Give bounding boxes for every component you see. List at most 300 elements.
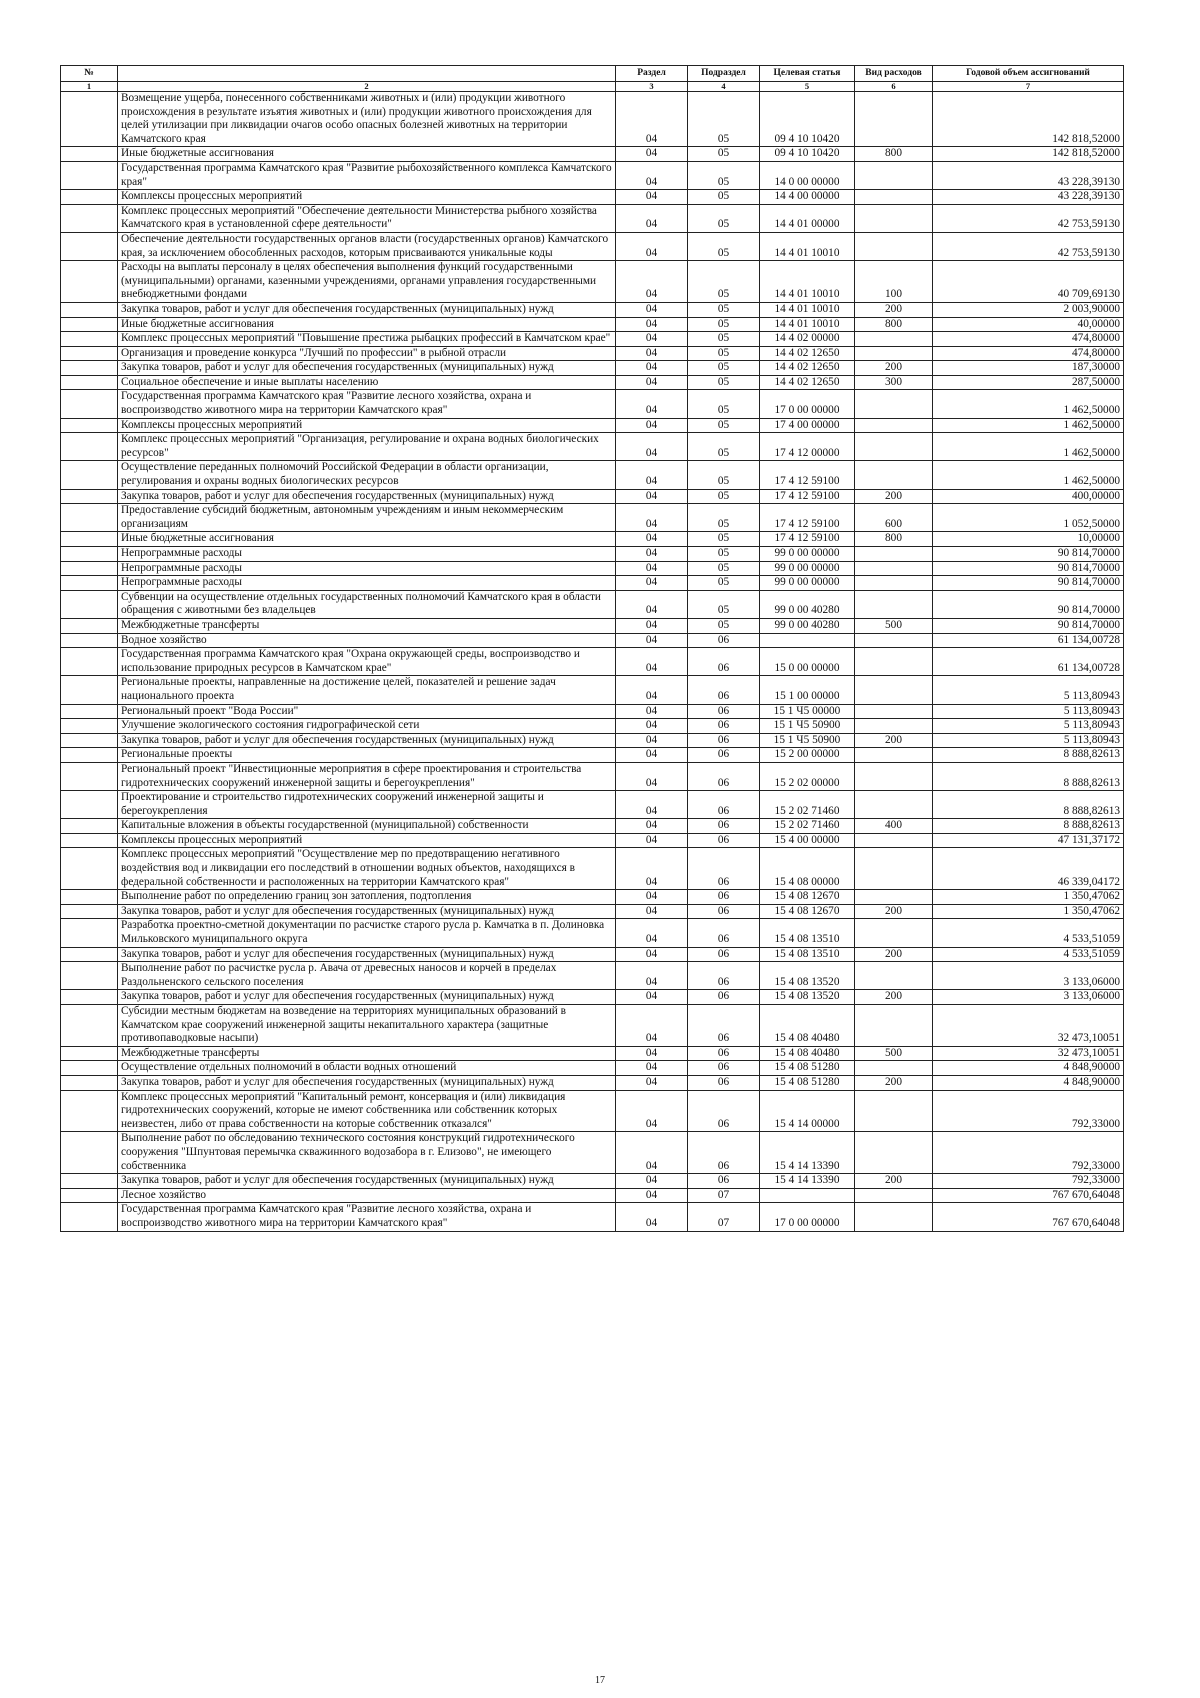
section-code-cell: 04 xyxy=(616,317,688,332)
section-code-cell: 04 xyxy=(616,848,688,890)
subsection-code-cell: 05 xyxy=(688,504,760,532)
table-row xyxy=(61,762,1124,790)
subsection-code-cell: 07 xyxy=(688,1188,760,1203)
target-article-cell: 14 4 01 10010 xyxy=(760,302,855,317)
annual-amount-cell: 90 814,70000 xyxy=(933,590,1124,618)
expense-type-cell xyxy=(855,962,933,990)
table-row xyxy=(61,1188,1124,1203)
subsection-code-cell: 06 xyxy=(688,904,760,919)
section-code-cell: 04 xyxy=(616,1188,688,1203)
table-row xyxy=(61,1005,1124,1047)
section-code-cell: 04 xyxy=(616,547,688,562)
expense-type-cell xyxy=(855,919,933,947)
subsection-code-cell: 06 xyxy=(688,1090,760,1132)
subsection-code-cell: 06 xyxy=(688,819,760,834)
section-code-cell: 04 xyxy=(616,633,688,648)
expense-name-cell: Закупка товаров, работ и услуг для обеспечения государственных (муниципальных) нужд xyxy=(118,1174,616,1189)
target-article-cell: 14 4 00 00000 xyxy=(760,190,855,205)
target-article-cell: 15 4 14 13390 xyxy=(760,1174,855,1189)
expense-type-cell xyxy=(855,590,933,618)
row-number-cell xyxy=(61,1005,118,1047)
annual-amount-cell: 1 462,50000 xyxy=(933,433,1124,461)
expense-name-cell: Выполнение работ по определению границ зон затопления, подтопления xyxy=(118,890,616,905)
annual-amount-cell: 474,80000 xyxy=(933,346,1124,361)
expense-name-cell: Закупка товаров, работ и услуг для обеспечения государственных (муниципальных) нужд xyxy=(118,904,616,919)
subsection-code-cell: 06 xyxy=(688,719,760,734)
row-number-cell xyxy=(61,733,118,748)
annual-amount-cell: 90 814,70000 xyxy=(933,576,1124,591)
row-number-cell xyxy=(61,919,118,947)
target-article-cell: 14 4 02 12650 xyxy=(760,375,855,390)
row-number-cell xyxy=(61,890,118,905)
subsection-code-cell: 06 xyxy=(688,676,760,704)
table-row xyxy=(61,904,1124,919)
target-article-cell: 15 4 08 13520 xyxy=(760,962,855,990)
table-row xyxy=(61,719,1124,734)
target-article-cell xyxy=(760,1188,855,1203)
table-row xyxy=(61,1090,1124,1132)
target-article-cell: 15 2 02 71460 xyxy=(760,791,855,819)
target-article-cell: 15 1 Ч5 50900 xyxy=(760,733,855,748)
annual-amount-cell: 767 670,64048 xyxy=(933,1188,1124,1203)
column-number: 2 xyxy=(118,82,616,92)
row-number-cell xyxy=(61,190,118,205)
expense-name-cell: Региональные проекты, направленные на достижение целей, показателей и решение задач национального проекта xyxy=(118,676,616,704)
subsection-code-cell: 05 xyxy=(688,232,760,260)
section-code-cell: 04 xyxy=(616,890,688,905)
subsection-code-cell: 06 xyxy=(688,704,760,719)
subsection-code-cell: 05 xyxy=(688,346,760,361)
row-number-cell xyxy=(61,1090,118,1132)
annual-amount-cell: 792,33000 xyxy=(933,1174,1124,1189)
row-number-cell xyxy=(61,418,118,433)
table-row xyxy=(61,733,1124,748)
expense-type-cell xyxy=(855,748,933,763)
target-article-cell: 15 4 14 13390 xyxy=(760,1132,855,1174)
target-article-cell: 15 4 08 51280 xyxy=(760,1075,855,1090)
expense-name-cell: Межбюджетные трансферты xyxy=(118,1046,616,1061)
row-number-cell xyxy=(61,1061,118,1076)
table-row xyxy=(61,418,1124,433)
section-code-cell: 04 xyxy=(616,261,688,303)
expense-name-cell: Комплекс процессных мероприятий "Обеспечение деятельности Министерства рыбного хозяйства Камчатского края в установленной сфере деятельности" xyxy=(118,204,616,232)
expense-type-cell: 200 xyxy=(855,489,933,504)
target-article-cell: 17 0 00 00000 xyxy=(760,390,855,418)
target-article-cell: 17 0 00 00000 xyxy=(760,1203,855,1231)
section-code-cell: 04 xyxy=(616,719,688,734)
expense-type-cell xyxy=(855,833,933,848)
annual-amount-cell: 42 753,59130 xyxy=(933,204,1124,232)
section-code-cell: 04 xyxy=(616,819,688,834)
annual-amount-cell: 1 350,47062 xyxy=(933,904,1124,919)
target-article-cell: 09 4 10 10420 xyxy=(760,92,855,147)
target-article-cell: 14 4 02 12650 xyxy=(760,346,855,361)
expense-type-cell xyxy=(855,1005,933,1047)
section-code-cell: 04 xyxy=(616,504,688,532)
subsection-code-cell: 05 xyxy=(688,204,760,232)
subsection-code-cell: 05 xyxy=(688,332,760,347)
annual-amount-cell: 32 473,10051 xyxy=(933,1046,1124,1061)
header-section: Раздел xyxy=(616,66,688,82)
table-row xyxy=(61,947,1124,962)
section-code-cell: 04 xyxy=(616,433,688,461)
subsection-code-cell: 06 xyxy=(688,1046,760,1061)
expense-name-cell: Иные бюджетные ассигнования xyxy=(118,147,616,162)
section-code-cell: 04 xyxy=(616,190,688,205)
header-annual-volume: Годовой объем ассигнований xyxy=(933,66,1124,82)
expense-type-cell xyxy=(855,561,933,576)
subsection-code-cell: 06 xyxy=(688,748,760,763)
annual-amount-cell: 32 473,10051 xyxy=(933,1005,1124,1047)
annual-amount-cell: 40 709,69130 xyxy=(933,261,1124,303)
table-row xyxy=(61,332,1124,347)
target-article-cell xyxy=(760,633,855,648)
subsection-code-cell: 06 xyxy=(688,947,760,962)
row-number-cell xyxy=(61,1132,118,1174)
section-code-cell: 04 xyxy=(616,361,688,376)
expense-name-cell: Комплекс процессных мероприятий "Повышение престижа рыбацких профессий в Камчатском крае" xyxy=(118,332,616,347)
target-article-cell: 15 4 08 00000 xyxy=(760,848,855,890)
target-article-cell: 17 4 12 00000 xyxy=(760,433,855,461)
annual-amount-cell: 43 228,39130 xyxy=(933,161,1124,189)
expense-name-cell: Предоставление субсидий бюджетным, автономным учреждениям и иным некоммерческим организациям xyxy=(118,504,616,532)
expense-name-cell: Субсидии местным бюджетам на возведение на территориях муниципальных образований в Камчатском крае сооружений инженерной защиты некапитального характера (защитные противопаводковые насыпи) xyxy=(118,1005,616,1047)
expense-type-cell xyxy=(855,92,933,147)
section-code-cell: 04 xyxy=(616,576,688,591)
section-code-cell: 04 xyxy=(616,990,688,1005)
column-number: 4 xyxy=(688,82,760,92)
expense-type-cell: 200 xyxy=(855,1075,933,1090)
annual-amount-cell: 8 888,82613 xyxy=(933,748,1124,763)
annual-amount-cell: 8 888,82613 xyxy=(933,762,1124,790)
expense-name-cell: Непрограммные расходы xyxy=(118,576,616,591)
table-row xyxy=(61,190,1124,205)
section-code-cell: 04 xyxy=(616,962,688,990)
table-row xyxy=(61,161,1124,189)
target-article-cell: 15 4 08 40480 xyxy=(760,1046,855,1061)
annual-amount-cell: 4 848,90000 xyxy=(933,1075,1124,1090)
section-code-cell: 04 xyxy=(616,1046,688,1061)
subsection-code-cell: 06 xyxy=(688,733,760,748)
expense-name-cell: Непрограммные расходы xyxy=(118,561,616,576)
expense-name-cell: Социальное обеспечение и иные выплаты населению xyxy=(118,375,616,390)
section-code-cell: 04 xyxy=(616,590,688,618)
section-code-cell: 04 xyxy=(616,1203,688,1231)
subsection-code-cell: 05 xyxy=(688,532,760,547)
expense-type-cell: 600 xyxy=(855,504,933,532)
expense-type-cell xyxy=(855,633,933,648)
table-row xyxy=(61,819,1124,834)
annual-amount-cell: 10,00000 xyxy=(933,532,1124,547)
expense-type-cell xyxy=(855,390,933,418)
subsection-code-cell: 05 xyxy=(688,418,760,433)
row-number-cell xyxy=(61,947,118,962)
expense-type-cell xyxy=(855,332,933,347)
row-number-cell xyxy=(61,261,118,303)
subsection-code-cell: 05 xyxy=(688,147,760,162)
row-number-cell xyxy=(61,532,118,547)
row-number-cell xyxy=(61,990,118,1005)
expense-name-cell: Государственная программа Камчатского края "Развитие лесного хозяйства, охрана и воспроизводство животного мира на территории Камчатского края" xyxy=(118,1203,616,1231)
expense-name-cell: Возмещение ущерба, понесенного собственниками животных и (или) продукции животного происхождения в результате изъятия животных и (или) продукции животного происхождения для целей утилизации при ликвидации очагов особо опасных болезней животных на территории Камчатского края xyxy=(118,92,616,147)
annual-amount-cell: 767 670,64048 xyxy=(933,1203,1124,1231)
expense-name-cell: Закупка товаров, работ и услуг для обеспечения государственных (муниципальных) нужд xyxy=(118,1075,616,1090)
subsection-code-cell: 05 xyxy=(688,561,760,576)
expense-type-cell xyxy=(855,1090,933,1132)
expense-type-cell: 200 xyxy=(855,947,933,962)
annual-amount-cell: 1 052,50000 xyxy=(933,504,1124,532)
annual-amount-cell: 5 113,80943 xyxy=(933,676,1124,704)
target-article-cell: 15 4 08 40480 xyxy=(760,1005,855,1047)
expense-name-cell: Выполнение работ по обследованию технического состояния конструкций гидротехнического сооружения "Шпунтовая перемычка скважинного водозабора в г. Елизово", не имеющего собственника xyxy=(118,1132,616,1174)
expense-name-cell: Организация и проведение конкурса "Лучший по профессии" в рыбной отрасли xyxy=(118,346,616,361)
expense-name-cell: Обеспечение деятельности государственных органов власти (государственных органов) Камчатского края, за исключением обособленных расходов, которым присваиваются уникальные коды xyxy=(118,232,616,260)
section-code-cell: 04 xyxy=(616,1061,688,1076)
expense-name-cell: Расходы на выплаты персоналу в целях обеспечения выполнения функций государственными (муниципальными) органами, казенными учреждениями, органами управления государственными внебюджетными фондами xyxy=(118,261,616,303)
annual-amount-cell: 792,33000 xyxy=(933,1090,1124,1132)
annual-amount-cell: 47 131,37172 xyxy=(933,833,1124,848)
expense-type-cell xyxy=(855,1061,933,1076)
row-number-cell xyxy=(61,390,118,418)
annual-amount-cell: 5 113,80943 xyxy=(933,733,1124,748)
target-article-cell: 15 1 Ч5 00000 xyxy=(760,704,855,719)
annual-amount-cell: 1 462,50000 xyxy=(933,418,1124,433)
table-row xyxy=(61,92,1124,147)
table-row xyxy=(61,1075,1124,1090)
expense-type-cell xyxy=(855,719,933,734)
row-number-cell xyxy=(61,791,118,819)
annual-amount-cell: 287,50000 xyxy=(933,375,1124,390)
expense-name-cell: Закупка товаров, работ и услуг для обеспечения государственных (муниципальных) нужд xyxy=(118,489,616,504)
expense-type-cell xyxy=(855,346,933,361)
table-row xyxy=(61,633,1124,648)
expense-type-cell xyxy=(855,890,933,905)
annual-amount-cell: 187,30000 xyxy=(933,361,1124,376)
annual-amount-cell: 42 753,59130 xyxy=(933,232,1124,260)
section-code-cell: 04 xyxy=(616,833,688,848)
table-row xyxy=(61,317,1124,332)
section-code-cell: 04 xyxy=(616,1174,688,1189)
subsection-code-cell: 05 xyxy=(688,92,760,147)
row-number-cell xyxy=(61,1203,118,1231)
target-article-cell: 15 4 08 13510 xyxy=(760,947,855,962)
annual-amount-cell: 4 533,51059 xyxy=(933,947,1124,962)
table-row xyxy=(61,489,1124,504)
column-number-row xyxy=(61,82,1124,92)
table-row xyxy=(61,375,1124,390)
annual-amount-cell: 1 350,47062 xyxy=(933,890,1124,905)
expense-type-cell: 500 xyxy=(855,1046,933,1061)
expense-type-cell xyxy=(855,418,933,433)
row-number-cell xyxy=(61,576,118,591)
row-number-cell xyxy=(61,618,118,633)
section-code-cell: 04 xyxy=(616,302,688,317)
expense-name-cell: Разработка проектно-сметной документации по расчистке старого русла р. Камчатка в п. Долиновка Мильковского муниципального округа xyxy=(118,919,616,947)
subsection-code-cell: 05 xyxy=(688,190,760,205)
table-row xyxy=(61,618,1124,633)
row-number-cell xyxy=(61,1075,118,1090)
subsection-code-cell: 06 xyxy=(688,1061,760,1076)
subsection-code-cell: 05 xyxy=(688,461,760,489)
expense-name-cell: Закупка товаров, работ и услуг для обеспечения государственных (муниципальных) нужд xyxy=(118,302,616,317)
target-article-cell: 14 4 01 10010 xyxy=(760,261,855,303)
subsection-code-cell: 06 xyxy=(688,633,760,648)
target-article-cell: 15 1 Ч5 50900 xyxy=(760,719,855,734)
target-article-cell: 99 0 00 40280 xyxy=(760,618,855,633)
annual-amount-cell: 8 888,82613 xyxy=(933,819,1124,834)
expense-name-cell: Региональный проект "Вода России" xyxy=(118,704,616,719)
table-row xyxy=(61,1174,1124,1189)
section-code-cell: 04 xyxy=(616,461,688,489)
annual-amount-cell: 90 814,70000 xyxy=(933,561,1124,576)
target-article-cell: 17 4 12 59100 xyxy=(760,532,855,547)
table-row xyxy=(61,748,1124,763)
subsection-code-cell: 05 xyxy=(688,261,760,303)
row-number-cell xyxy=(61,92,118,147)
expense-type-cell: 200 xyxy=(855,361,933,376)
expense-type-cell: 500 xyxy=(855,618,933,633)
section-code-cell: 04 xyxy=(616,375,688,390)
expense-type-cell: 800 xyxy=(855,317,933,332)
annual-amount-cell: 142 818,52000 xyxy=(933,92,1124,147)
row-number-cell xyxy=(61,504,118,532)
expense-type-cell xyxy=(855,190,933,205)
table-row xyxy=(61,676,1124,704)
annual-amount-cell: 40,00000 xyxy=(933,317,1124,332)
annual-amount-cell: 5 113,80943 xyxy=(933,719,1124,734)
column-number: 6 xyxy=(855,82,933,92)
target-article-cell: 15 2 02 00000 xyxy=(760,762,855,790)
target-article-cell: 15 2 02 71460 xyxy=(760,819,855,834)
row-number-cell xyxy=(61,590,118,618)
expense-name-cell: Государственная программа Камчатского края "Развитие лесного хозяйства, охрана и воспроизводство животного мира на территории Камчатского края" xyxy=(118,390,616,418)
row-number-cell xyxy=(61,1046,118,1061)
table-row xyxy=(61,919,1124,947)
table-row xyxy=(61,302,1124,317)
row-number-cell xyxy=(61,547,118,562)
target-article-cell: 17 4 12 59100 xyxy=(760,461,855,489)
subsection-code-cell: 05 xyxy=(688,489,760,504)
target-article-cell: 99 0 00 40280 xyxy=(760,590,855,618)
header-target-article: Целевая статья xyxy=(760,66,855,82)
subsection-code-cell: 06 xyxy=(688,919,760,947)
table-row xyxy=(61,1203,1124,1231)
annual-amount-cell: 46 339,04172 xyxy=(933,848,1124,890)
table-row xyxy=(61,648,1124,676)
subsection-code-cell: 05 xyxy=(688,375,760,390)
row-number-cell xyxy=(61,1188,118,1203)
target-article-cell: 14 4 01 10010 xyxy=(760,232,855,260)
row-number-cell xyxy=(61,748,118,763)
expense-name-cell: Улучшение экологического состояния гидрографической сети xyxy=(118,719,616,734)
annual-amount-cell: 90 814,70000 xyxy=(933,547,1124,562)
section-code-cell: 04 xyxy=(616,147,688,162)
annual-amount-cell: 8 888,82613 xyxy=(933,791,1124,819)
expense-name-cell: Закупка товаров, работ и услуг для обеспечения государственных (муниципальных) нужд xyxy=(118,990,616,1005)
expense-type-cell: 200 xyxy=(855,1174,933,1189)
expense-type-cell xyxy=(855,161,933,189)
expense-name-cell: Государственная программа Камчатского края "Охрана окружающей среды, воспроизводство и использование природных ресурсов в Камчатском крае" xyxy=(118,648,616,676)
subsection-code-cell: 06 xyxy=(688,648,760,676)
subsection-code-cell: 05 xyxy=(688,590,760,618)
section-code-cell: 04 xyxy=(616,676,688,704)
section-code-cell: 04 xyxy=(616,532,688,547)
subsection-code-cell: 06 xyxy=(688,962,760,990)
subsection-code-cell: 06 xyxy=(688,762,760,790)
expense-type-cell xyxy=(855,576,933,591)
section-code-cell: 04 xyxy=(616,1005,688,1047)
table-row xyxy=(61,147,1124,162)
target-article-cell: 09 4 10 10420 xyxy=(760,147,855,162)
table-row xyxy=(61,1132,1124,1174)
table-row xyxy=(61,461,1124,489)
section-code-cell: 04 xyxy=(616,762,688,790)
expense-name-cell: Осуществление переданных полномочий Российской Федерации в области организации, регулирования и охраны водных биологических ресурсов xyxy=(118,461,616,489)
section-code-cell: 04 xyxy=(616,704,688,719)
target-article-cell: 14 4 02 00000 xyxy=(760,332,855,347)
expense-type-cell xyxy=(855,204,933,232)
row-number-cell xyxy=(61,161,118,189)
subsection-code-cell: 06 xyxy=(688,791,760,819)
table-row xyxy=(61,848,1124,890)
annual-amount-cell: 2 003,90000 xyxy=(933,302,1124,317)
expense-name-cell: Осуществление отдельных полномочий в области водных отношений xyxy=(118,1061,616,1076)
expense-name-cell: Закупка товаров, работ и услуг для обеспечения государственных (муниципальных) нужд xyxy=(118,361,616,376)
table-row xyxy=(61,1061,1124,1076)
subsection-code-cell: 07 xyxy=(688,1203,760,1231)
table-row xyxy=(61,561,1124,576)
annual-amount-cell: 4 848,90000 xyxy=(933,1061,1124,1076)
annual-amount-cell: 43 228,39130 xyxy=(933,190,1124,205)
expense-name-cell: Лесное хозяйство xyxy=(118,1188,616,1203)
section-code-cell: 04 xyxy=(616,489,688,504)
annual-amount-cell: 5 113,80943 xyxy=(933,704,1124,719)
expense-type-cell xyxy=(855,676,933,704)
expense-type-cell xyxy=(855,547,933,562)
section-code-cell: 04 xyxy=(616,390,688,418)
section-code-cell: 04 xyxy=(616,232,688,260)
section-code-cell: 04 xyxy=(616,1090,688,1132)
annual-amount-cell: 3 133,06000 xyxy=(933,962,1124,990)
target-article-cell: 15 4 08 12670 xyxy=(760,904,855,919)
expense-type-cell: 200 xyxy=(855,990,933,1005)
annual-amount-cell: 1 462,50000 xyxy=(933,461,1124,489)
subsection-code-cell: 06 xyxy=(688,1132,760,1174)
column-number: 3 xyxy=(616,82,688,92)
target-article-cell: 15 2 00 00000 xyxy=(760,748,855,763)
section-code-cell: 04 xyxy=(616,1075,688,1090)
subsection-code-cell: 05 xyxy=(688,618,760,633)
section-code-cell: 04 xyxy=(616,418,688,433)
header-name xyxy=(118,66,616,82)
row-number-cell xyxy=(61,461,118,489)
section-code-cell: 04 xyxy=(616,346,688,361)
header-number: № xyxy=(61,66,118,82)
row-number-cell xyxy=(61,819,118,834)
expense-name-cell: Региональные проекты xyxy=(118,748,616,763)
header-row xyxy=(61,66,1124,82)
expense-name-cell: Государственная программа Камчатского края "Развитие рыбохозяйственного комплекса Камчатского края" xyxy=(118,161,616,189)
table-row xyxy=(61,346,1124,361)
row-number-cell xyxy=(61,317,118,332)
section-code-cell: 04 xyxy=(616,618,688,633)
row-number-cell xyxy=(61,489,118,504)
expense-type-cell xyxy=(855,1188,933,1203)
column-number: 5 xyxy=(760,82,855,92)
table-row xyxy=(61,433,1124,461)
target-article-cell: 15 1 00 00000 xyxy=(760,676,855,704)
header-expense-type: Вид расходов xyxy=(855,66,933,82)
